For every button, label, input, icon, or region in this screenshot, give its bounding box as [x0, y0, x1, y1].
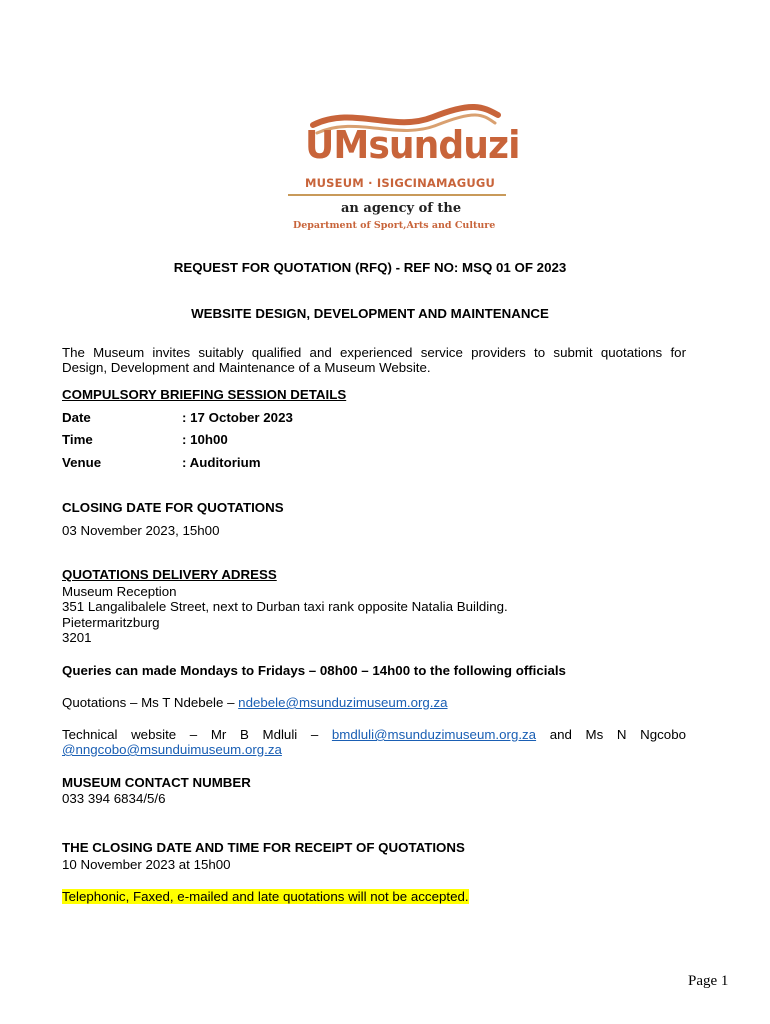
logo-subtitle: MUSEUM · ISIGCINAMAGUGU	[305, 176, 496, 190]
logo-divider	[288, 194, 506, 196]
logo-wordmark: UMsunduzi	[305, 123, 520, 167]
queries-title: Queries can made Mondays to Fridays – 08h00 – 14h00 to the following officials	[62, 663, 566, 678]
page-number: Page 1	[688, 973, 729, 989]
technical-contact	[62, 727, 686, 757]
museum-logo	[283, 103, 520, 243]
highlighted-notice: Telephonic, Faxed, e-mailed and late quotations will not be accepted.	[62, 889, 469, 904]
technical-contact-suffix: and Ms N Ngcobo	[536, 727, 686, 742]
project-title: WEBSITE DESIGN, DEVELOPMENT AND MAINTENANCE	[191, 306, 549, 321]
technical-contact-label: Technical website – Mr B Mdluli –	[62, 727, 332, 742]
quotations-email-link[interactable]: ndebele@msunduzimuseum.org.za	[238, 695, 448, 710]
intro-paragraph	[62, 345, 686, 375]
quotations-contact-label: Quotations – Ms T Ndebele –	[62, 695, 239, 710]
late-quotations-notice	[62, 889, 469, 904]
delivery-address	[62, 584, 508, 645]
briefing-label: Time	[62, 432, 93, 447]
address-line: 3201	[62, 629, 92, 645]
closing-title: CLOSING DATE FOR QUOTATIONS	[62, 500, 284, 515]
logo-agency-text: an agency of the	[341, 201, 462, 216]
contact-number: 033 394 6834/5/6	[62, 791, 166, 806]
receipt-title: THE CLOSING DATE AND TIME FOR RECEIPT OF QUOTATIONS	[62, 840, 465, 855]
briefing-label: Date	[62, 410, 91, 425]
quotations-contact	[62, 695, 448, 710]
briefing-title: COMPULSORY BRIEFING SESSION DETAILS	[62, 387, 347, 402]
technical-contact-line	[62, 727, 686, 742]
logo-department-text: Department of Sport,Arts and Culture	[293, 220, 496, 231]
address-line: Museum Reception	[62, 584, 177, 599]
intro-line-1: The Museum invites suitably qualified and experienced service providers to submit quotations for	[62, 345, 686, 360]
briefing-label: Venue	[62, 455, 102, 470]
briefing-value: : 17 October 2023	[182, 410, 293, 425]
briefing-row-date	[62, 410, 293, 425]
rfq-title: REQUEST FOR QUOTATION (RFQ) - REF NO: MSQ 01 OF 2023	[173, 260, 567, 275]
briefing-row-time	[62, 432, 228, 447]
technical-email-link[interactable]: bmdluli@msunduzimuseum.org.za	[331, 727, 537, 742]
contact-title: MUSEUM CONTACT NUMBER	[62, 775, 251, 790]
briefing-value: : 10h00	[182, 432, 228, 447]
briefing-row-venue	[62, 455, 261, 470]
delivery-title: QUOTATIONS DELIVERY ADRESS	[62, 567, 277, 582]
briefing-value: : Auditorium	[182, 455, 261, 470]
address-line: 351 Langalibalele Street, next to Durban taxi rank opposite Natalia Building.	[62, 599, 508, 615]
address-line: Pietermaritzburg	[62, 614, 160, 630]
intro-line-2: Design, Development and Maintenance of a Museum Website.	[62, 360, 431, 375]
technical-email-link-2[interactable]: @nngcobo@msunduimuseum.org.za	[62, 742, 282, 757]
closing-value: 03 November 2023, 15h00	[62, 523, 220, 538]
receipt-value: 10 November 2023 at 15h00	[62, 857, 231, 872]
